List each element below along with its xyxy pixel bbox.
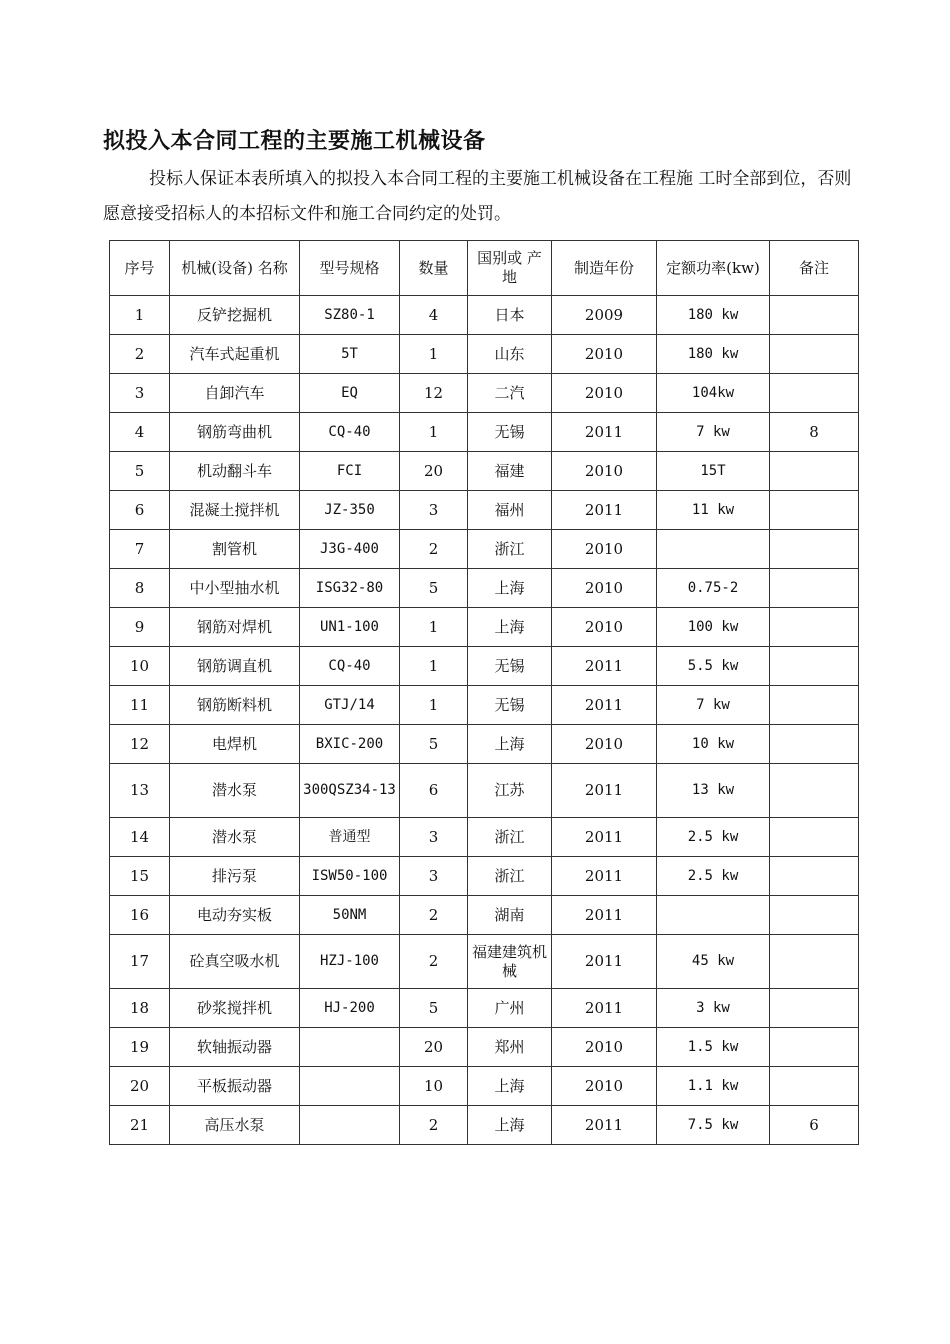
cell-power: 0.75-2 <box>657 569 770 608</box>
cell-quantity: 20 <box>400 452 468 491</box>
cell-origin: 福建 <box>468 452 552 491</box>
cell-model: ISG32-80 <box>300 569 400 608</box>
cell-power: 104kw <box>657 374 770 413</box>
cell-name: 中小型抽水机 <box>170 569 300 608</box>
table-body <box>110 296 859 1145</box>
table-row <box>110 374 859 413</box>
cell-model: CQ-40 <box>300 413 400 452</box>
cell-model: BXIC-200 <box>300 725 400 764</box>
cell-quantity: 1 <box>400 335 468 374</box>
cell-model: ISW50-100 <box>300 857 400 896</box>
cell-model: 300QSZ34-13 <box>300 764 400 818</box>
cell-model: HZJ-100 <box>300 935 400 989</box>
cell-power: 10 kw <box>657 725 770 764</box>
cell-origin: 无锡 <box>468 647 552 686</box>
cell-year: 2011 <box>552 857 657 896</box>
page-title: 拟投入本合同工程的主要施工机械设备 <box>103 129 486 154</box>
table-row <box>110 1028 859 1067</box>
cell-index: 6 <box>110 491 170 530</box>
cell-name: 潜水泵 <box>170 764 300 818</box>
header-quantity: 数量 <box>400 241 468 296</box>
cell-name: 电焊机 <box>170 725 300 764</box>
table-row <box>110 452 859 491</box>
cell-remark <box>770 935 859 989</box>
cell-quantity: 3 <box>400 857 468 896</box>
cell-origin: 上海 <box>468 1106 552 1145</box>
cell-index: 21 <box>110 1106 170 1145</box>
cell-power: 11 kw <box>657 491 770 530</box>
cell-name: 钢筋对焊机 <box>170 608 300 647</box>
cell-year: 2011 <box>552 818 657 857</box>
cell-remark <box>770 530 859 569</box>
table-row <box>110 1106 859 1145</box>
cell-model: CQ-40 <box>300 647 400 686</box>
cell-index: 19 <box>110 1028 170 1067</box>
cell-name: 高压水泵 <box>170 1106 300 1145</box>
cell-quantity: 2 <box>400 530 468 569</box>
cell-year: 2010 <box>552 569 657 608</box>
cell-model: UN1-100 <box>300 608 400 647</box>
cell-name: 砼真空吸水机 <box>170 935 300 989</box>
table-row <box>110 569 859 608</box>
cell-index: 8 <box>110 569 170 608</box>
cell-remark <box>770 335 859 374</box>
cell-power: 45 kw <box>657 935 770 989</box>
cell-index: 11 <box>110 686 170 725</box>
cell-power: 100 kw <box>657 608 770 647</box>
cell-name: 电动夯实板 <box>170 896 300 935</box>
cell-index: 15 <box>110 857 170 896</box>
cell-year: 2010 <box>552 452 657 491</box>
header-index: 序号 <box>110 241 170 296</box>
cell-name: 平板振动器 <box>170 1067 300 1106</box>
cell-index: 3 <box>110 374 170 413</box>
table-row <box>110 896 859 935</box>
cell-origin: 二汽 <box>468 374 552 413</box>
cell-power: 13 kw <box>657 764 770 818</box>
cell-index: 5 <box>110 452 170 491</box>
cell-model: SZ80-1 <box>300 296 400 335</box>
intro-paragraph: 投标人保证本表所填入的拟投入本合同工程的主要施工机械设备在工程施 工时全部到位，否则愿意接受招标人的本招标文件和施工合同约定的处罚。 <box>103 169 852 224</box>
cell-quantity: 4 <box>400 296 468 335</box>
cell-quantity: 12 <box>400 374 468 413</box>
cell-power <box>657 530 770 569</box>
cell-origin: 上海 <box>468 569 552 608</box>
cell-name: 反铲挖掘机 <box>170 296 300 335</box>
cell-year: 2011 <box>552 413 657 452</box>
cell-power: 1.5 kw <box>657 1028 770 1067</box>
cell-origin: 山东 <box>468 335 552 374</box>
table-row <box>110 335 859 374</box>
cell-model: JZ-350 <box>300 491 400 530</box>
cell-remark <box>770 686 859 725</box>
cell-remark <box>770 818 859 857</box>
cell-index: 13 <box>110 764 170 818</box>
cell-index: 16 <box>110 896 170 935</box>
cell-origin: 福州 <box>468 491 552 530</box>
cell-year: 2010 <box>552 1067 657 1106</box>
cell-power: 180 kw <box>657 335 770 374</box>
cell-model: 50NM <box>300 896 400 935</box>
cell-year: 2011 <box>552 491 657 530</box>
cell-model: 普通型 <box>300 818 400 857</box>
cell-power: 7 kw <box>657 413 770 452</box>
cell-quantity: 2 <box>400 896 468 935</box>
cell-index: 2 <box>110 335 170 374</box>
header-year: 制造年份 <box>552 241 657 296</box>
cell-year: 2010 <box>552 374 657 413</box>
cell-year: 2010 <box>552 1028 657 1067</box>
cell-power: 5.5 kw <box>657 647 770 686</box>
cell-quantity: 3 <box>400 818 468 857</box>
cell-model: EQ <box>300 374 400 413</box>
table-row <box>110 989 859 1028</box>
cell-index: 10 <box>110 647 170 686</box>
cell-index: 1 <box>110 296 170 335</box>
cell-year: 2011 <box>552 896 657 935</box>
cell-name: 排污泵 <box>170 857 300 896</box>
cell-name: 钢筋断料机 <box>170 686 300 725</box>
table-row <box>110 764 859 818</box>
cell-year: 2011 <box>552 647 657 686</box>
cell-origin: 浙江 <box>468 857 552 896</box>
cell-remark <box>770 296 859 335</box>
cell-quantity: 3 <box>400 491 468 530</box>
cell-origin: 浙江 <box>468 530 552 569</box>
cell-index: 18 <box>110 989 170 1028</box>
cell-name: 钢筋弯曲机 <box>170 413 300 452</box>
cell-origin: 无锡 <box>468 413 552 452</box>
cell-origin: 上海 <box>468 725 552 764</box>
table-row <box>110 647 859 686</box>
cell-year: 2011 <box>552 686 657 725</box>
cell-power: 7 kw <box>657 686 770 725</box>
cell-remark <box>770 452 859 491</box>
cell-origin: 江苏 <box>468 764 552 818</box>
cell-year: 2011 <box>552 1106 657 1145</box>
cell-model: 5T <box>300 335 400 374</box>
table-row <box>110 857 859 896</box>
cell-remark <box>770 1028 859 1067</box>
cell-quantity: 1 <box>400 608 468 647</box>
cell-remark <box>770 725 859 764</box>
cell-year: 2010 <box>552 725 657 764</box>
cell-quantity: 5 <box>400 725 468 764</box>
cell-remark <box>770 569 859 608</box>
cell-quantity: 5 <box>400 989 468 1028</box>
table-row <box>110 935 859 989</box>
table-row <box>110 1067 859 1106</box>
table-header-row <box>110 241 859 296</box>
table-row <box>110 725 859 764</box>
cell-model: HJ-200 <box>300 989 400 1028</box>
cell-power: 2.5 kw <box>657 818 770 857</box>
cell-remark <box>770 857 859 896</box>
cell-year: 2011 <box>552 764 657 818</box>
cell-model <box>300 1106 400 1145</box>
cell-power: 3 kw <box>657 989 770 1028</box>
cell-remark <box>770 374 859 413</box>
cell-year: 2010 <box>552 608 657 647</box>
header-origin: 国别或 产地 <box>468 241 552 296</box>
cell-origin: 广州 <box>468 989 552 1028</box>
header-remark: 备注 <box>770 241 859 296</box>
cell-origin: 福建建筑机械 <box>468 935 552 989</box>
cell-index: 7 <box>110 530 170 569</box>
cell-year: 2011 <box>552 989 657 1028</box>
cell-remark <box>770 1067 859 1106</box>
cell-name: 钢筋调直机 <box>170 647 300 686</box>
cell-name: 自卸汽车 <box>170 374 300 413</box>
cell-model <box>300 1028 400 1067</box>
cell-quantity: 2 <box>400 1106 468 1145</box>
cell-name: 混凝土搅拌机 <box>170 491 300 530</box>
cell-power: 15T <box>657 452 770 491</box>
cell-origin: 浙江 <box>468 818 552 857</box>
cell-name: 割管机 <box>170 530 300 569</box>
cell-year: 2010 <box>552 530 657 569</box>
cell-quantity: 20 <box>400 1028 468 1067</box>
table-row <box>110 818 859 857</box>
cell-origin: 上海 <box>468 1067 552 1106</box>
cell-origin: 郑州 <box>468 1028 552 1067</box>
cell-name: 汽车式起重机 <box>170 335 300 374</box>
table-row <box>110 686 859 725</box>
cell-name: 潜水泵 <box>170 818 300 857</box>
table-row <box>110 296 859 335</box>
cell-index: 20 <box>110 1067 170 1106</box>
cell-index: 9 <box>110 608 170 647</box>
cell-quantity: 5 <box>400 569 468 608</box>
cell-quantity: 1 <box>400 413 468 452</box>
cell-year: 2011 <box>552 935 657 989</box>
table-row <box>110 530 859 569</box>
table-row <box>110 413 859 452</box>
cell-remark: 8 <box>770 413 859 452</box>
cell-index: 12 <box>110 725 170 764</box>
cell-index: 4 <box>110 413 170 452</box>
cell-quantity: 1 <box>400 686 468 725</box>
cell-model <box>300 1067 400 1106</box>
cell-quantity: 1 <box>400 647 468 686</box>
cell-power: 1.1 kw <box>657 1067 770 1106</box>
cell-power <box>657 896 770 935</box>
cell-remark <box>770 764 859 818</box>
cell-quantity: 10 <box>400 1067 468 1106</box>
equipment-table <box>109 240 859 1145</box>
cell-name: 砂浆搅拌机 <box>170 989 300 1028</box>
cell-power: 180 kw <box>657 296 770 335</box>
cell-name: 机动翻斗车 <box>170 452 300 491</box>
header-name: 机械(设备) 名称 <box>170 241 300 296</box>
table-row <box>110 608 859 647</box>
cell-power: 7.5 kw <box>657 1106 770 1145</box>
cell-year: 2009 <box>552 296 657 335</box>
cell-origin: 湖南 <box>468 896 552 935</box>
header-model: 型号规格 <box>300 241 400 296</box>
cell-remark <box>770 647 859 686</box>
table-row <box>110 491 859 530</box>
header-power: 定额功率(kw) <box>657 241 770 296</box>
cell-remark: 6 <box>770 1106 859 1145</box>
cell-origin: 日本 <box>468 296 552 335</box>
cell-name: 软轴振动器 <box>170 1028 300 1067</box>
cell-quantity: 6 <box>400 764 468 818</box>
cell-model: J3G-400 <box>300 530 400 569</box>
cell-origin: 上海 <box>468 608 552 647</box>
cell-index: 17 <box>110 935 170 989</box>
cell-origin: 无锡 <box>468 686 552 725</box>
cell-model: FCI <box>300 452 400 491</box>
cell-remark <box>770 896 859 935</box>
cell-remark <box>770 989 859 1028</box>
cell-year: 2010 <box>552 335 657 374</box>
cell-index: 14 <box>110 818 170 857</box>
cell-power: 2.5 kw <box>657 857 770 896</box>
cell-remark <box>770 608 859 647</box>
cell-model: GTJ/14 <box>300 686 400 725</box>
cell-remark <box>770 491 859 530</box>
cell-quantity: 2 <box>400 935 468 989</box>
